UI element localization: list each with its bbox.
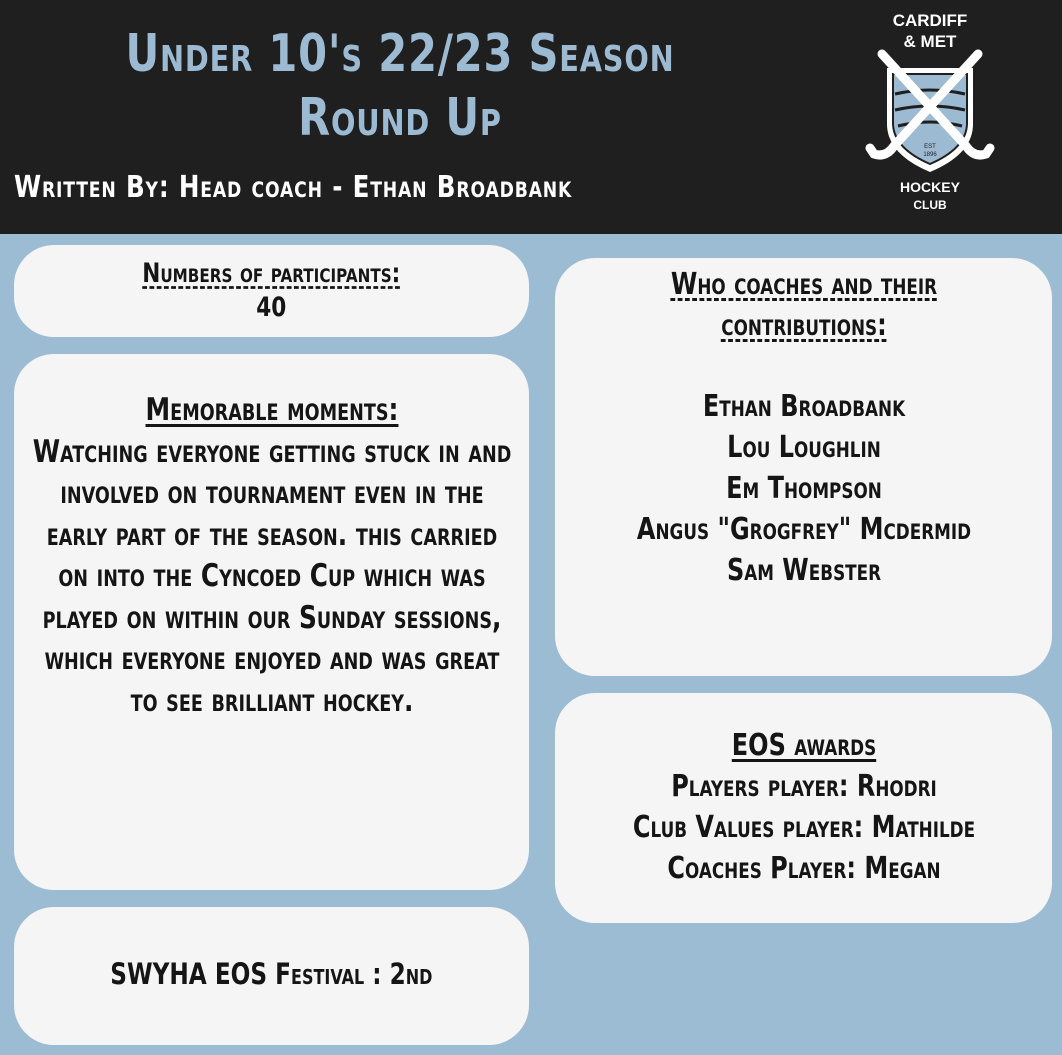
logo-text-met: & MET bbox=[903, 32, 957, 51]
memorable-text: Watching everyone getting stuck in and involved on tournament even in the early part of the season. this carried on into the Cyncoed Cup which was played on within our Sunday sessions, which everyone enjoyed and was great to see brilliant hockey. bbox=[32, 433, 512, 719]
logo-text-cardiff: CARDIFF bbox=[892, 11, 968, 30]
award-item: Club Values player: Mathilde bbox=[632, 810, 976, 845]
memorable-heading: Memorable moments: bbox=[145, 392, 399, 428]
memorable-moments-card bbox=[14, 354, 529, 890]
page-title bbox=[112, 22, 688, 150]
coach-name: Angus "Grogfrey" Mcdermid bbox=[636, 512, 972, 547]
coach-name: Sam Webster bbox=[726, 553, 882, 588]
logo-year: 1896 bbox=[923, 152, 937, 158]
logo-est: EST bbox=[924, 144, 936, 150]
participants-card bbox=[14, 245, 529, 337]
award-item: Players player: Rhodri bbox=[671, 769, 937, 804]
logo-text-club: CLUB bbox=[913, 198, 947, 212]
awards-heading: EOS awards bbox=[731, 728, 877, 763]
award-item: Coaches Player: Megan bbox=[667, 851, 941, 886]
festival-card bbox=[14, 907, 529, 1045]
coach-name: Lou Loughlin bbox=[727, 430, 881, 465]
club-logo bbox=[860, 6, 1000, 216]
logo-text-hockey: HOCKEY bbox=[900, 179, 960, 195]
coaches-heading-line-2: contributions: bbox=[721, 308, 887, 343]
participants-heading: Numbers of participants: bbox=[142, 258, 401, 289]
coaches-card bbox=[555, 258, 1052, 676]
title-line-1: Under 10's 22/23 Season bbox=[125, 24, 675, 84]
coaches-heading-line-1: Who coaches and their bbox=[670, 267, 938, 302]
festival-result: SWYHA EOS Festival : 2nd bbox=[110, 957, 433, 991]
coach-name: Em Thompson bbox=[726, 471, 882, 506]
coach-name: Ethan Broadbank bbox=[702, 389, 906, 424]
header-banner bbox=[0, 0, 1062, 234]
participants-value: 40 bbox=[256, 292, 287, 323]
byline: Written By: Head coach - Ethan Broadbank bbox=[14, 170, 573, 205]
title-line-2: Round Up bbox=[298, 88, 502, 148]
awards-card bbox=[555, 693, 1052, 923]
